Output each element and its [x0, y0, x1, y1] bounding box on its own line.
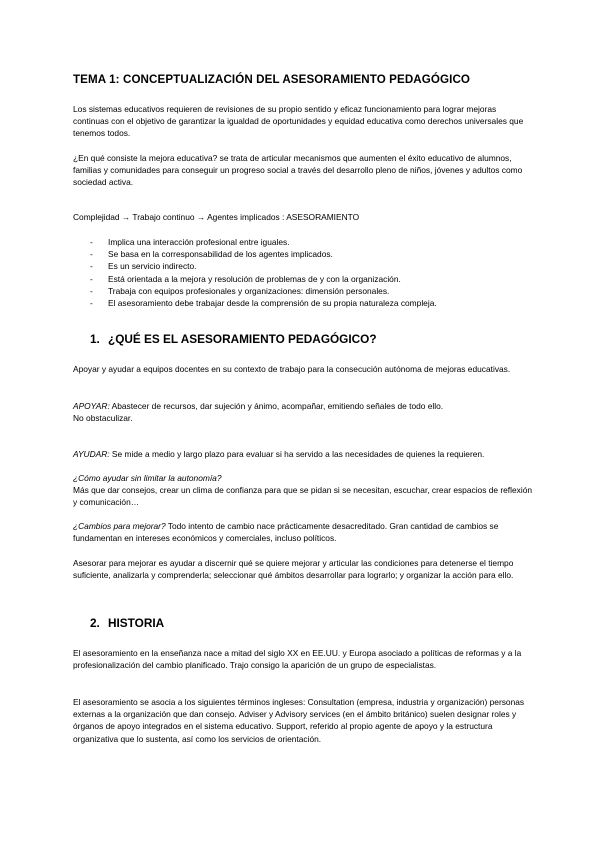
list-item-text: Está orientada a la mejora y resolución de problemas de y con la organización.: [108, 273, 401, 284]
list-item: [90, 260, 530, 272]
ayudar-definition: [73, 448, 533, 460]
apoyar-line-2: No obstaculizar.: [73, 413, 133, 424]
intro-bullet-list: [90, 236, 530, 309]
intro-paragraph-1: Los sistemas educativos requieren de revisiones de su propio sentido y eficaz funcionamiento para lograr mejoras continuas con el objetivo de garantizar la igualdad de oportunidades y equidad educativa como derechos universales que tenemos todos.: [73, 104, 524, 139]
section-2-heading: [90, 616, 164, 630]
list-item-text: El asesoramiento debe trabajar desde la comprensión de su propia naturaleza compleja.: [108, 298, 437, 309]
bullet-dash: -: [90, 285, 93, 296]
section-2-number: 2.: [90, 616, 100, 630]
question-autonomy-text: Más que dar consejos, crear un clima de confianza para que se pidan si se necesitan, escuchar, crear espacios de reflexión y comunicación…: [73, 485, 533, 508]
bullet-dash: -: [90, 261, 93, 272]
apoyar-definition: [73, 400, 533, 424]
intro-flow-line: Complejidad → Trabajo continuo → Agentes implicados : ASESORAMIENTO: [73, 212, 360, 222]
section-1-paragraph-last: Asesorar para mejorar es ayudar a discernir qué se quiere mejorar y articular las condiciones para detenerse el tiempo suficiente, analizarla y comprenderla; seleccionar qué ámbitos desarrollar para lograrlo; y organizar la acción para ello.: [73, 558, 514, 581]
apoyar-label: APOYAR:: [73, 401, 110, 411]
list-item: [90, 236, 530, 248]
list-item: [90, 297, 530, 309]
section-1-paragraph-1: Apoyar y ayudar a equipos docentes en su contexto de trabajo para la consecución autónoma de mejoras educativas.: [73, 364, 511, 374]
question-autonomy-label: ¿Cómo ayudar sin limitar la autonomía?: [73, 473, 222, 483]
bullet-dash: -: [90, 237, 93, 247]
question-changes-text: Todo intento de cambio nace prácticamente desacreditado. Gran cantidad de cambios se fundamentan en intereses económicos y comerciales, incluso políticos.: [73, 521, 499, 544]
bullet-dash: -: [90, 249, 93, 260]
question-changes: [73, 520, 533, 544]
list-item: [90, 248, 530, 260]
section-1-number: 1.: [90, 332, 100, 346]
apoyar-text: Abastecer de recursos, dar sujeción y ánimo, acompañar, emitiendo señales de todo ello.: [109, 401, 444, 411]
list-item-text: Se basa en la corresponsabilidad de los agentes implicados.: [108, 249, 333, 260]
question-changes-label: ¿Cambios para mejorar?: [73, 521, 166, 531]
list-item-text: Es un servicio indirecto.: [108, 261, 197, 272]
list-item: [90, 285, 530, 297]
ayudar-label: AYUDAR:: [73, 449, 110, 459]
list-item-text: Trabaja con equipos profesionales y organizaciones: dimensión personales.: [108, 285, 390, 296]
bullet-dash: -: [90, 273, 93, 284]
intro-paragraph-2: ¿En qué consiste la mejora educativa? se trata de articular mecanismos que aumenten el éxito educativo de alumnos, familias y comunidades para conseguir un progreso social a través del desarrollo pleno de niños, jóvenes y adultos como sociedad activa.: [73, 153, 523, 188]
page-title: TEMA 1: CONCEPTUALIZACIÓN DEL ASESORAMIENTO PEDAGÓGICO: [73, 73, 471, 86]
question-autonomy: [73, 472, 533, 509]
list-item: [90, 273, 530, 285]
section-2-paragraph-2: El asesoramiento se asocia a los siguientes términos ingleses: Consultation (empresa, industria y organización) personas externas a la organización que dan consejo. Adviser y Advisory services (en el ámbito británico) suelen designar roles y órganos de apoyo integrados en el sistema educativo. Support, referido al propio agente de apoyo y la estructura organizativa que lo sustenta, así como los servicios de orientación.: [73, 697, 525, 744]
section-1-title: ¿QUÉ ES EL ASESORAMIENTO PEDAGÓGICO?: [108, 332, 377, 346]
section-1-heading: [90, 332, 377, 346]
bullet-dash: -: [90, 298, 93, 309]
section-2-paragraph-1: El asesoramiento en la enseñanza nace a mitad del siglo XX en EE.UU. y Europa asociado a políticas de reformas y a la profesionalización del cambio planificado. Trajo consigo la aparición de un grupo de especialistas.: [73, 648, 522, 671]
ayudar-text: Se mide a medio y largo plazo para evaluar si ha servido a las necesidades de quienes la requieren.: [109, 449, 485, 459]
list-item-text: Implica una interacción profesional entre iguales.: [108, 237, 290, 247]
section-2-title: HISTORIA: [108, 616, 165, 630]
